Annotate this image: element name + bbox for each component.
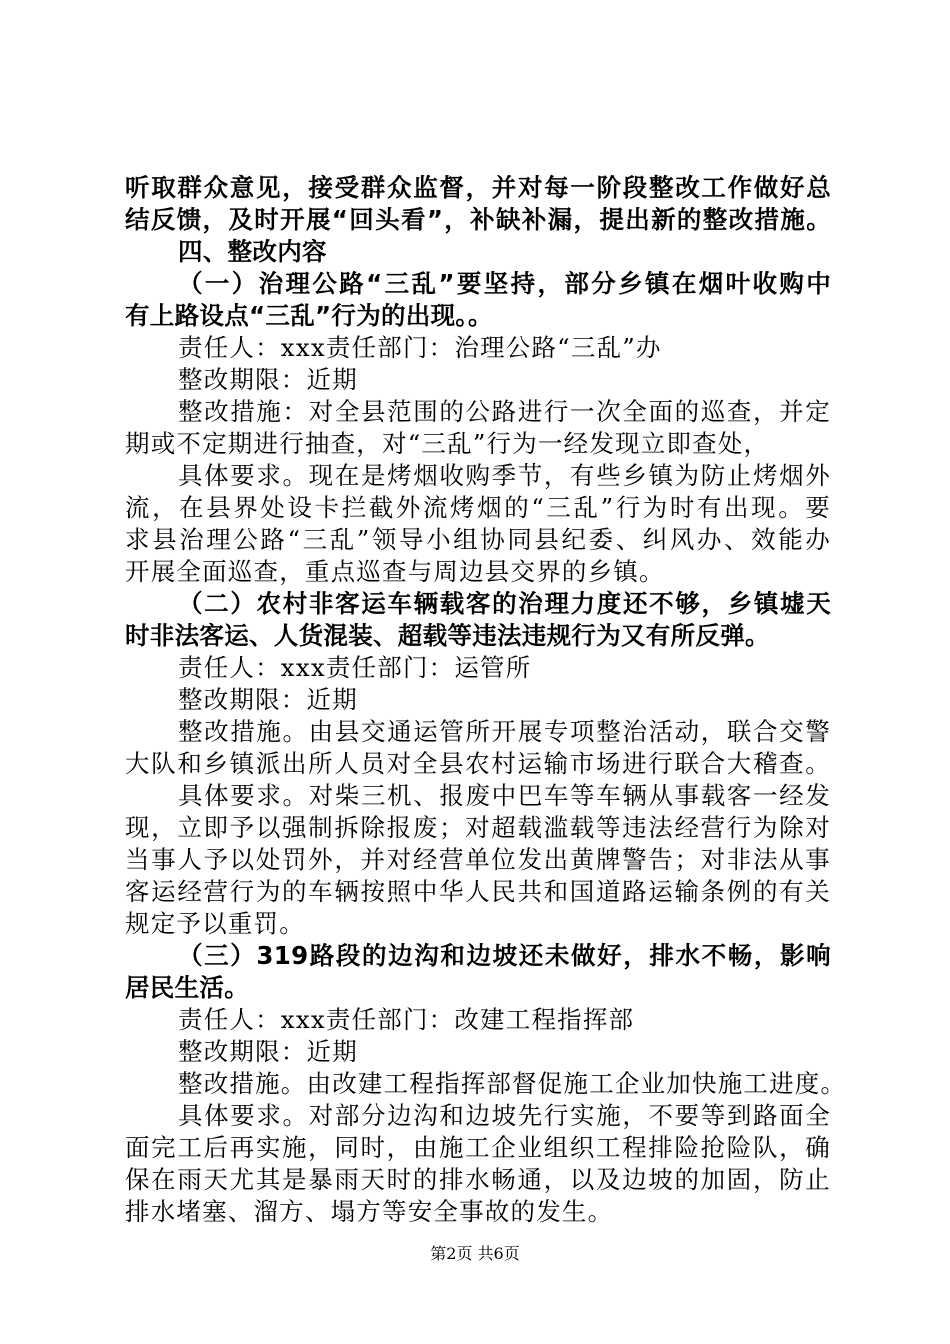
- body-line: 求县治理公路“三乱”领导小组协同县纪委、纠风办、效能办: [125, 525, 831, 554]
- body-line: 开展全面巡查，重点巡查与周边县交界的乡镇。: [125, 557, 665, 586]
- body-line: 整改措施。由县交通运管所开展专项整治活动，联合交警: [178, 717, 831, 746]
- body-line: 责任人：xxx责任部门：改建工程指挥部: [178, 1005, 635, 1034]
- document-body: [125, 172, 847, 1228]
- body-line: 期或不定期进行抽查，对“三乱”行为一经发现立即查处，: [125, 429, 770, 458]
- heading-line: 四、整改内容: [178, 237, 327, 266]
- page-footer: 第2页 共6页: [430, 1244, 520, 1263]
- heading-line: 居民生活。: [125, 973, 249, 1002]
- heading-line: （一）治理公路“三乱”要坚持，部分乡镇在烟叶收购中: [178, 269, 831, 298]
- body-line: 流，在县界处设卡拦截外流烤烟的“三乱”行为时有出现。要: [125, 493, 831, 522]
- body-line: 具体要求。对部分边沟和边坡先行实施，不要等到路面全: [178, 1101, 831, 1130]
- body-line: 保在雨天尤其是暴雨天时的排水畅通，以及边坡的加固，防止: [125, 1165, 831, 1194]
- body-line: 具体要求。现在是烤烟收购季节，有些乡镇为防止烤烟外: [178, 461, 831, 490]
- heading-line: 时非法客运、人货混装、超载等违法违规行为又有所反弹。: [125, 621, 770, 650]
- body-line: 当事人予以处罚外，并对经营单位发出黄牌警告；对非法从事: [125, 845, 831, 874]
- heading-line: （二）农村非客运车辆载客的治理力度还不够，乡镇墟天: [178, 589, 831, 618]
- body-line: 排水堵塞、溜方、塌方等安全事故的发生。: [125, 1197, 614, 1226]
- body-line: 整改措施：对全县范围的公路进行一次全面的巡查，并定: [178, 397, 831, 426]
- heading-line: （三）319路段的边沟和边坡还未做好，排水不畅，影响: [178, 941, 831, 970]
- body-line: 整改期限：近期: [178, 1037, 358, 1066]
- heading-line: 结反馈，及时开展“回头看”，补缺补漏，提出新的整改措施。: [125, 205, 831, 234]
- body-line: 整改期限：近期: [178, 365, 358, 394]
- body-line: 现，立即予以强制拆除报废；对超载滥载等违法经营行为除对: [125, 813, 831, 842]
- body-line: 大队和乡镇派出所人员对全县农村运输市场进行联合大稽查。: [125, 749, 831, 778]
- body-line: 具体要求。对柴三机、报废中巴车等车辆从事载客一经发: [178, 781, 831, 810]
- body-line: 客运经营行为的车辆按照中华人民共和国道路运输条例的有关: [125, 877, 831, 906]
- body-line: 整改期限：近期: [178, 685, 358, 714]
- body-line: 规定予以重罚。: [125, 909, 305, 938]
- body-line: 整改措施。由改建工程指挥部督促施工企业加快施工进度。: [178, 1069, 847, 1098]
- body-line: 责任人：xxx责任部门：治理公路“三乱”办: [178, 333, 662, 362]
- body-line: 责任人：xxx责任部门：运管所: [178, 653, 532, 682]
- heading-line: 有上路设点“三乱”行为的出现。。: [125, 301, 493, 330]
- body-line: 面完工后再实施，同时，由施工企业组织工程排险抢险队，确: [125, 1133, 831, 1162]
- heading-line: 听取群众意见，接受群众监督，并对每一阶段整改工作做好总: [125, 173, 831, 202]
